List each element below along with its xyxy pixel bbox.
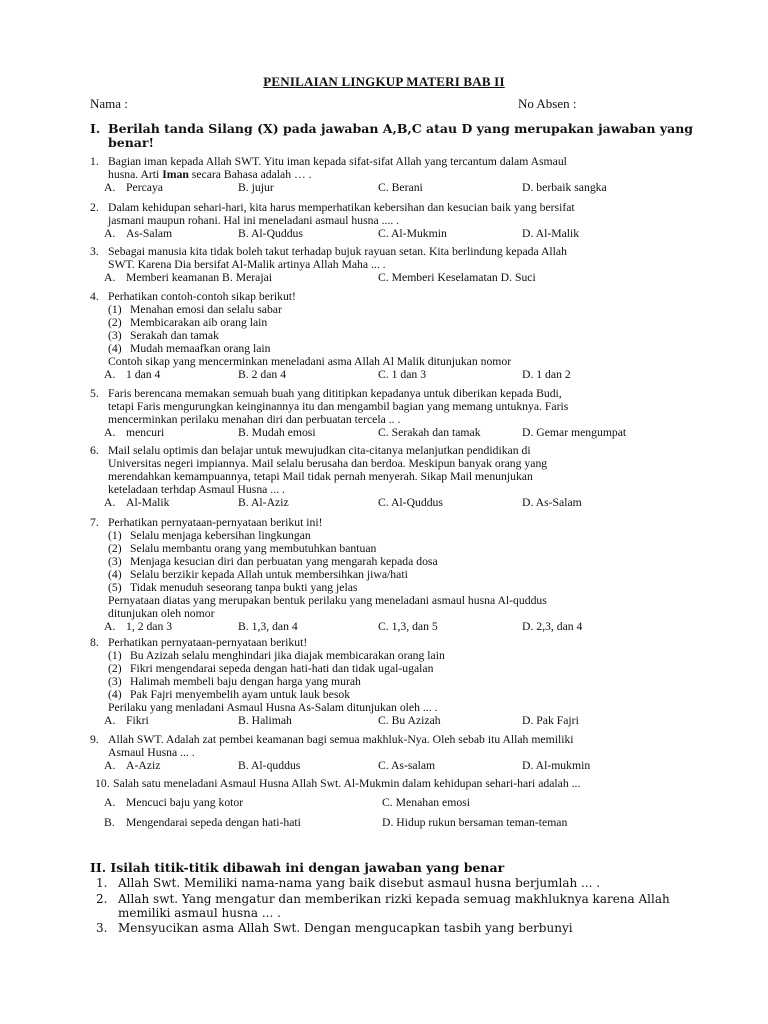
question-stem: [90, 516, 670, 529]
question-text: Mail selalu optimis dan belajar untuk mewujudkan cita-citanya melanjutkan pendidikan di: [108, 444, 531, 457]
option-text: D. As-Salam: [522, 496, 582, 509]
option-text: D. Al-mukmin: [522, 759, 591, 772]
statement-number: (3): [108, 555, 122, 568]
question-number: 4.: [90, 290, 99, 303]
fill-in-line: [96, 892, 676, 906]
answer-option[interactable]: [522, 227, 579, 240]
answer-option[interactable]: [104, 620, 172, 633]
question-prompt: Pernyataan diatas yang merupakan bentuk perilaku yang meneladani asmaul husna Al-quddus: [108, 594, 547, 607]
answer-option[interactable]: [378, 620, 438, 633]
option-text: mencuri: [126, 426, 165, 439]
answer-option[interactable]: [378, 181, 423, 194]
question-stem: [90, 636, 670, 649]
question-9: [90, 733, 670, 772]
page-title: PENILAIAN LINGKUP MATERI BAB II: [263, 74, 505, 89]
answer-option[interactable]: [378, 426, 481, 439]
question-stem: [90, 201, 670, 214]
option-text: B. 2 dan 4: [238, 368, 287, 381]
option-text: B. Halimah: [238, 714, 292, 727]
option-text: D. berbaik sangka: [522, 181, 607, 194]
answer-options: [90, 368, 670, 381]
question-text: SWT. Karena Dia bersifat Al-Malik artinya Allah Maha ... .: [108, 258, 386, 271]
statement-item: [90, 529, 670, 542]
option-text: D. Gemar mengumpat: [522, 426, 627, 439]
question-stem: [90, 245, 670, 258]
answer-options: [90, 426, 670, 439]
option-text: 1 dan 4: [126, 368, 161, 381]
question-number: 9.: [90, 733, 99, 746]
answer-option[interactable]: [104, 426, 164, 439]
answer-option[interactable]: [378, 714, 441, 727]
question-text: Salah satu meneladani Asmaul Husna Allah Swt. Al-Mukmin dalam kehidupan sehari-hari adalah ...: [113, 777, 581, 790]
question-text: Sebagai manusia kita tidak boleh takut terhadap bujuk rayuan setan. Kita berlindung kepada Allah: [108, 245, 567, 258]
fill-in-line: [96, 876, 676, 890]
option-text: C. 1,3, dan 5: [378, 620, 438, 633]
question-text: Perhatikan contoh-contoh sikap berikut!: [108, 290, 296, 303]
option-letter: A.: [104, 271, 116, 284]
option-text: D. Pak Fajri: [522, 714, 579, 727]
question-stem: [90, 444, 670, 457]
statement-text: Bu Azizah selalu menghindari jika diajak membicarakan orang lain: [130, 649, 445, 662]
fill-in-item-3: [96, 921, 676, 935]
question-8: [90, 636, 670, 727]
question-text: [90, 168, 670, 181]
item-text: Allah swt. Yang mengatur dan memberikan rizki kepada semuag makhluknya karena Allah: [118, 892, 670, 906]
answer-option[interactable]: [378, 368, 426, 381]
question-text: Perhatikan pernyataan-pernyataan berikut ini!: [108, 516, 323, 529]
option-letter: A.: [104, 227, 116, 240]
question-number: 3.: [90, 245, 99, 258]
statement-number: (3): [108, 329, 122, 342]
question-number: 2.: [90, 201, 99, 214]
question-text-part: husna. Arti: [108, 168, 163, 181]
statement-item: [90, 329, 670, 342]
answer-option[interactable]: [238, 714, 292, 727]
statement-number: (5): [108, 581, 122, 594]
answer-option[interactable]: [104, 759, 160, 772]
question-number: 6.: [90, 444, 99, 457]
fill-in-line: [96, 921, 676, 935]
answer-options: [90, 496, 670, 509]
section-2-number: II.: [90, 860, 107, 875]
statement-number: (2): [108, 542, 122, 555]
option-text: Memberi keamanan B. Merajai: [126, 271, 273, 284]
question-stem: [90, 155, 670, 168]
question-number: 8.: [90, 636, 99, 649]
statement-item: [90, 581, 670, 594]
answer-options: [90, 620, 670, 633]
answer-option[interactable]: [378, 227, 447, 240]
question-7: [90, 516, 670, 633]
statement-text: Selalu membantu orang yang membutuhkan bantuan: [130, 542, 377, 555]
statement-item: [90, 316, 670, 329]
statement-item: [90, 342, 670, 355]
answer-option[interactable]: [104, 816, 301, 829]
section-2-heading: [90, 860, 504, 875]
emphasized-word: Iman: [162, 168, 189, 181]
question-text: merendahkan kemampuannya, tetapi Mail tidak pernah menyerah. Sikap Mail menunjukan: [108, 470, 533, 483]
absen-label: No Absen :: [518, 96, 577, 111]
statement-text: Halimah membeli baju dengan harga yang murah: [130, 675, 361, 688]
option-letter: A.: [104, 714, 116, 727]
statement-number: (2): [108, 316, 122, 329]
answer-option[interactable]: [238, 426, 316, 439]
option-text: C. Berani: [378, 181, 423, 194]
answer-option[interactable]: [104, 368, 160, 381]
answer-option[interactable]: D. Hidup rukun bersaman teman-teman: [382, 816, 568, 829]
answer-option[interactable]: [104, 271, 272, 284]
statement-text: Pak Fajri menyembelih ayam untuk lauk besok: [130, 688, 351, 701]
statement-number: (3): [108, 675, 122, 688]
question-5: [90, 387, 670, 439]
question-text: Bagian iman kepada Allah SWT. Yitu iman kepada sifat-sifat Allah yang tercantum dalam Asmaul: [108, 155, 567, 168]
option-letter: A.: [104, 796, 116, 809]
question-text: Allah SWT. Adalah zat pembei keamanan bagi semua makhluk-Nya. Oleh sebab itu Allah memiliki: [108, 733, 574, 746]
question-10: [95, 777, 675, 790]
answer-option[interactable]: [104, 796, 243, 809]
section-2-instruction: Isilah titik-titik dibawah ini dengan jawaban yang benar: [110, 860, 505, 875]
option-text: A-Aziz: [126, 759, 161, 772]
option-letter: A.: [104, 426, 116, 439]
question-text: keteladaan terhdap Asmaul Husna ... .: [108, 483, 285, 496]
option-text: B. Al-Aziz: [238, 496, 289, 509]
statement-text: Menjaga kesucian diri dan perbuatan yang mengarah kepada dosa: [130, 555, 438, 568]
option-text: B. jujur: [238, 181, 274, 194]
statement-number: (4): [108, 342, 122, 355]
item-number: 3.: [96, 921, 108, 935]
option-text: C. 1 dan 3: [378, 368, 427, 381]
option-letter: A.: [104, 368, 116, 381]
answer-option[interactable]: C. Menahan emosi: [382, 796, 470, 809]
question-stem: [95, 777, 675, 790]
statement-text: Selalu berzikir kepada Allah untuk membersihkan jiwa/hati: [130, 568, 408, 581]
statement-item: [90, 662, 670, 675]
option-text: Mengendarai sepeda dengan hati-hati: [126, 816, 301, 829]
question-4: [90, 290, 670, 381]
question-stem: [90, 387, 670, 400]
statement-text: Tidak menuduh seseorang tanpa bukti yang jelas: [130, 581, 358, 594]
statement-text: Serakah dan tamak: [130, 329, 219, 342]
item-text: Allah Swt. Memiliki nama-nama yang baik disebut asmaul husna berjumlah ... .: [118, 876, 601, 890]
option-text: C. Serakah dan tamak: [378, 426, 481, 439]
statement-item: [90, 675, 670, 688]
section-1-number: I.: [90, 121, 101, 136]
section-1-instruction-line-2: benar!: [108, 135, 154, 150]
answer-option[interactable]: [522, 620, 582, 633]
question-number: 7.: [90, 516, 99, 529]
item-number: 1.: [96, 876, 108, 890]
question-prompt: Contoh sikap yang mencerminkan meneladani asma Allah Al Malik ditunjukan nomor: [108, 355, 512, 368]
statement-number: (1): [108, 529, 122, 542]
statement-item: [90, 555, 670, 568]
option-text: C. Al-Quddus: [378, 496, 443, 509]
option-text: As-Salam: [126, 227, 173, 240]
question-1: [90, 155, 670, 194]
question-text: Perhatikan pernyataan-pernyataan berikut!: [108, 636, 308, 649]
question-text: jasmani maupun rohani. Hal ini meneladani asmaul husna .... .: [108, 214, 400, 227]
item-text: memiliki asmaul husna ... .: [118, 906, 281, 920]
option-text: B. 1,3, dan 4: [238, 620, 298, 633]
question-text: Asmaul Husna ... .: [108, 746, 195, 759]
statement-number: (1): [108, 303, 122, 316]
option-text: D. Al-Malik: [522, 227, 580, 240]
question-text-part: secara Bahasa adalah … .: [188, 168, 312, 181]
statement-item: [90, 568, 670, 581]
option-text: D. 2,3, dan 4: [522, 620, 583, 633]
answer-option[interactable]: [238, 496, 289, 509]
option-letter: A.: [104, 620, 116, 633]
question-text: mencerminkan perilaku menahan diri dan perbuatan tercela .. .: [108, 413, 401, 426]
answer-option[interactable]: [104, 227, 172, 240]
question-stem: [90, 290, 670, 303]
option-text: B. Al-quddus: [238, 759, 301, 772]
section-1-instruction-line-1: Berilah tanda Silang (X) pada jawaban A,B,C atau D yang merupakan jawaban yang: [108, 121, 694, 136]
option-text: C. Al-Mukmin: [378, 227, 447, 240]
answer-options: [90, 759, 670, 772]
question-number: 1.: [90, 155, 99, 168]
answer-option[interactable]: [522, 181, 607, 194]
question-prompt: ditunjukan oleh nomor: [108, 607, 215, 620]
question-text: Faris berencana memakan semuah buah yang dititipkan kepadanya untuk diberikan kepada Budi,: [108, 387, 562, 400]
option-text: Fikri: [126, 714, 149, 727]
answer-option[interactable]: [378, 271, 536, 284]
answer-option[interactable]: [104, 181, 163, 194]
option-letter: A.: [104, 496, 116, 509]
answer-option[interactable]: [522, 368, 571, 381]
answer-option[interactable]: [238, 181, 274, 194]
answer-option[interactable]: [238, 620, 298, 633]
question-3: [90, 245, 670, 284]
fill-in-item-1: [96, 876, 676, 890]
question-stem: [90, 733, 670, 746]
statement-text: Menahan emosi dan selalu sabar: [130, 303, 282, 316]
option-text: D. 1 dan 2: [522, 368, 571, 381]
statement-number: (2): [108, 662, 122, 675]
statement-number: (1): [108, 649, 122, 662]
answer-option[interactable]: [238, 227, 303, 240]
answer-option[interactable]: [378, 496, 443, 509]
statement-number: (4): [108, 568, 122, 581]
statement-text: Mudah memaafkan orang lain: [130, 342, 271, 355]
answer-option[interactable]: [522, 714, 579, 727]
answer-option[interactable]: [522, 426, 626, 439]
option-letter: A.: [104, 759, 116, 772]
item-number: 2.: [96, 892, 108, 906]
fill-in-item-2: [96, 892, 676, 920]
answer-option[interactable]: [104, 496, 170, 509]
answer-options: [90, 714, 670, 727]
option-letter: A.: [104, 181, 116, 194]
question-prompt: Perilaku yang menladani Asmaul Husna As-Salam ditunjukan oleh ... .: [108, 701, 438, 714]
question-text: Dalam kehidupan sehari-hari, kita harus memperhatikan kebersihan dan kesucian baik yang bersifat: [108, 201, 575, 214]
option-text: B. Mudah emosi: [238, 426, 316, 439]
question-2: [90, 201, 670, 240]
statement-item: [90, 303, 670, 316]
option-text: Al-Malik: [126, 496, 170, 509]
answer-option[interactable]: [238, 759, 300, 772]
option-text: B. Al-Quddus: [238, 227, 303, 240]
option-text: C. Memberi Keselamatan D. Suci: [378, 271, 536, 284]
answer-option[interactable]: [522, 759, 590, 772]
statement-text: Selalu menjaga kebersihan lingkungan: [130, 529, 311, 542]
statement-text: Fikri mengendarai sepeda dengan hati-hati dan tidak ugal-ugalan: [130, 662, 434, 675]
question-number: 10.: [95, 777, 110, 790]
statement-item: [90, 542, 670, 555]
statement-text: Membicarakan aib orang lain: [130, 316, 268, 329]
name-label: Nama :: [90, 96, 128, 111]
option-text: C. Bu Azizah: [378, 714, 441, 727]
question-text: Universitas negeri impiannya. Mail selalu berusaha dan berdoa. Meskipun banyak orang yang: [108, 457, 548, 470]
question-text: tetapi Faris mengurungkan keinginannya itu dan mengambil bagian yang memang untuknya. Faris: [108, 400, 569, 413]
answer-option[interactable]: [238, 368, 286, 381]
answer-option[interactable]: [104, 714, 149, 727]
option-text: Mencuci baju yang kotor: [126, 796, 244, 809]
answer-options: [90, 271, 670, 284]
statement-number: (4): [108, 688, 122, 701]
option-letter: B.: [104, 816, 115, 829]
statement-item: [90, 649, 670, 662]
statement-item: [90, 688, 670, 701]
answer-option[interactable]: [522, 496, 582, 509]
option-text: C. As-salam: [378, 759, 436, 772]
answer-options: [90, 181, 670, 194]
answer-option[interactable]: [378, 759, 435, 772]
item-text: Mensyucikan asma Allah Swt. Dengan mengucapkan tasbih yang berbunyi: [118, 921, 573, 935]
question-number: 5.: [90, 387, 99, 400]
question-6: [90, 444, 670, 509]
answer-options: [90, 227, 670, 240]
option-text: Percaya: [126, 181, 163, 194]
option-text: 1, 2 dan 3: [126, 620, 173, 633]
